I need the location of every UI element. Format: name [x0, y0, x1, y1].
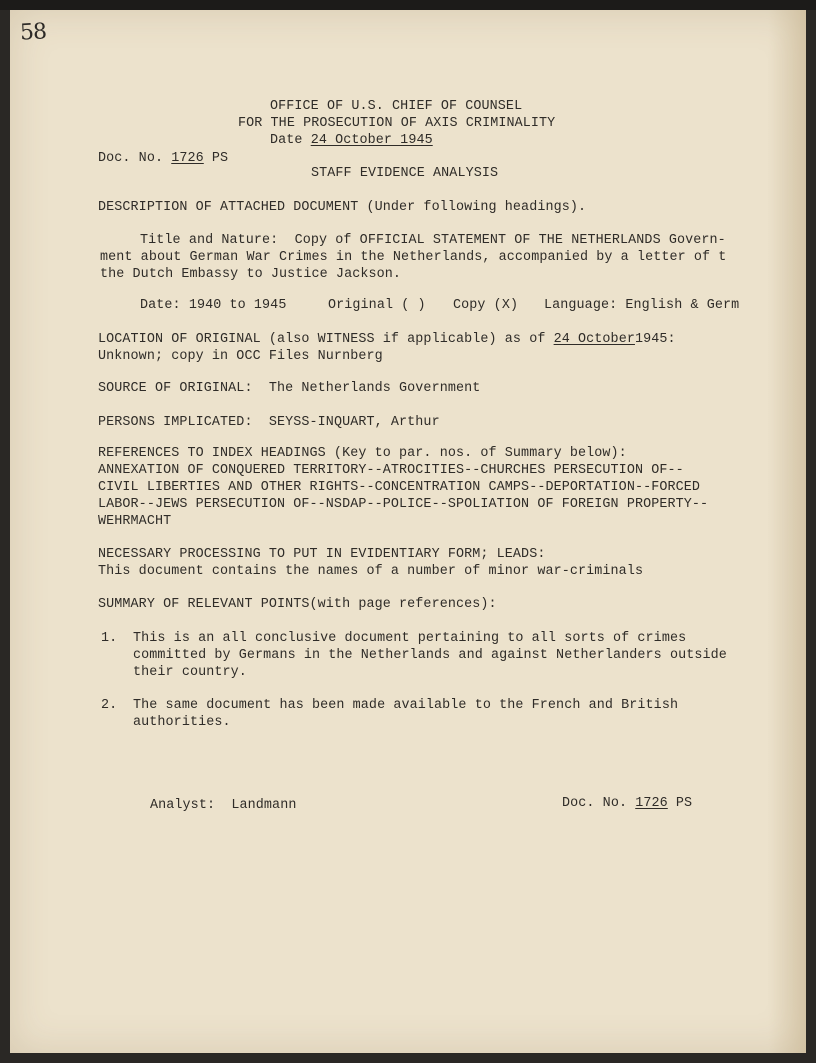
analyst-name: Landmann — [231, 798, 297, 813]
footer-doc-number — [562, 795, 692, 812]
doc-number-prefix: Doc. No. — [98, 151, 164, 166]
point-1-line-3: their country. — [133, 665, 247, 680]
title-nature-line-2: ment about German War Crimes in the Netherlands, accompanied by a letter of t — [100, 250, 727, 265]
meta-language — [544, 297, 739, 314]
location-label: LOCATION OF ORIGINAL (also WITNESS if applicable) as of — [98, 332, 546, 347]
header-office-line: OFFICE OF U.S. CHIEF OF COUNSEL — [270, 99, 523, 114]
analysis-title: STAFF EVIDENCE ANALYSIS — [311, 166, 499, 181]
analyst-line — [150, 797, 296, 814]
meta-date-label: Date: — [140, 298, 181, 313]
persons-value: SEYSS-INQUART, Arthur — [268, 415, 440, 430]
paper-stain — [768, 10, 806, 1053]
title-nature-line-1 — [140, 232, 726, 249]
persons-label: PERSONS IMPLICATED: — [98, 415, 253, 430]
frame-top — [0, 0, 816, 10]
header-date-value: 24 October 1945 — [310, 133, 433, 148]
point-1-line-1: This is an all conclusive document pertaining to all sorts of crimes — [133, 631, 687, 646]
references-line-3: LABOR--JEWS PERSECUTION OF--NSDAP--POLICE--SPOLIATION OF FOREIGN PROPERTY-- — [98, 497, 709, 512]
description-heading: DESCRIPTION OF ATTACHED DOCUMENT (Under following headings). — [98, 200, 587, 215]
doc-number-value: 1726 — [171, 151, 204, 166]
references-line-4: WEHRMACHT — [98, 514, 172, 529]
references-line-1: ANNEXATION OF CONQUERED TERRITORY--ATROCITIES--CHURCHES PERSECUTION OF-- — [98, 463, 684, 478]
meta-original: Original ( ) — [328, 298, 426, 313]
point-1-number: 1. — [101, 631, 118, 646]
meta-language-label: Language: — [544, 298, 618, 313]
processing-label: NECESSARY PROCESSING TO PUT IN EVIDENTIARY FORM; LEADS: — [98, 547, 546, 562]
header-date-prefix: Date — [270, 133, 303, 148]
title-nature-line-3: the Dutch Embassy to Justice Jackson. — [100, 267, 402, 282]
references-line-2: CIVIL LIBERTIES AND OTHER RIGHTS--CONCENTRATION CAMPS--DEPORTATION--FORCED — [98, 480, 701, 495]
title-nature-text-1: Copy of OFFICIAL STATEMENT OF THE NETHERLANDS Govern- — [294, 233, 726, 248]
persons-line — [98, 414, 440, 431]
doc-number-suffix: PS — [211, 151, 229, 166]
source-label: SOURCE OF ORIGINAL: — [98, 381, 253, 396]
summary-heading: SUMMARY OF RELEVANT POINTS(with page references): — [98, 597, 497, 612]
meta-language-value: English & Germ — [625, 298, 740, 313]
analyst-label: Analyst: — [150, 798, 216, 813]
meta-date-value: 1940 to 1945 — [188, 298, 287, 313]
location-year: 1945: — [634, 332, 676, 347]
location-line — [98, 331, 676, 348]
doc-number-line — [98, 150, 228, 167]
source-line — [98, 380, 480, 397]
point-2-line-1: The same document has been made available to the French and British — [133, 698, 679, 713]
title-nature-label: Title and Nature: — [140, 233, 279, 248]
point-1-line-2: committed by Germans in the Netherlands and against Netherlanders outside — [133, 648, 727, 663]
meta-date — [140, 297, 286, 314]
point-2-line-2: authorities. — [133, 715, 231, 730]
location-value: Unknown; copy in OCC Files Nurnberg — [98, 349, 383, 364]
handwritten-page-mark: 58 — [19, 19, 47, 46]
header-prosecution-line: FOR THE PROSECUTION OF AXIS CRIMINALITY — [238, 116, 556, 131]
footer-doc-suffix: PS — [675, 796, 693, 811]
processing-value: This document contains the names of a number of minor war-criminals — [98, 564, 644, 579]
location-date: 24 October — [553, 332, 635, 347]
header-date-line — [270, 132, 433, 149]
footer-doc-prefix: Doc. No. — [562, 796, 628, 811]
meta-copy: Copy (X) — [453, 298, 519, 313]
footer-doc-value: 1726 — [635, 796, 668, 811]
references-label: REFERENCES TO INDEX HEADINGS (Key to par. nos. of Summary below): — [98, 446, 627, 461]
source-value: The Netherlands Government — [268, 381, 481, 396]
point-2-number: 2. — [101, 698, 118, 713]
